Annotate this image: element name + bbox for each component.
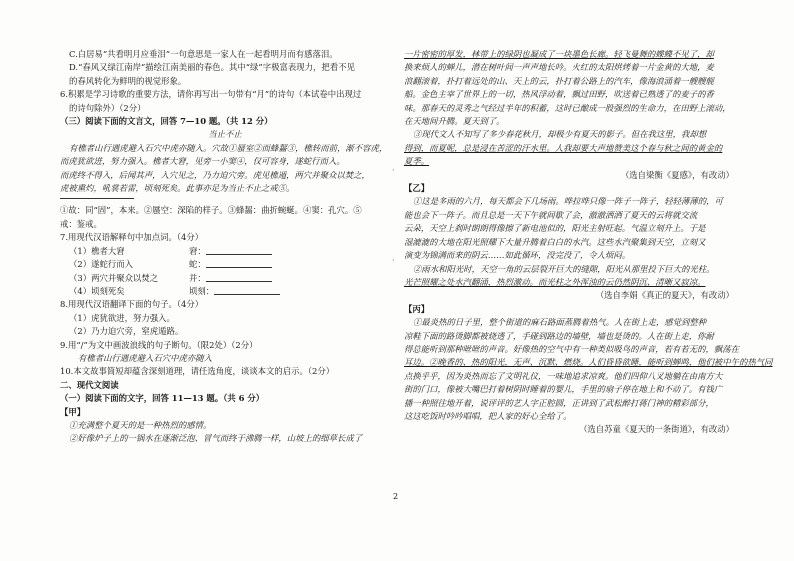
text-line: 的春风转化为鲜明的视觉形象。: [69, 75, 187, 86]
q7-key: 蛇：: [189, 259, 206, 270]
q10-title: 10.本文故事简短却蕴含深刻道理，请任选角度，谈谈本文的启示。（2分）: [60, 366, 335, 377]
q7-phrase: （4）顷刻死矣: [69, 285, 125, 296]
text-line: 一片密密的厚发，林带上的绿阴也凝成了一块墨色长廊。轻飞曼舞的蝶蝶不见了，却: [404, 49, 714, 59]
text-line: 夏季。: [404, 156, 430, 167]
answer-blank[interactable]: [206, 272, 272, 282]
section-two-title: 二、现代文阅读: [60, 379, 119, 390]
left-column: [60, 48, 390, 446]
q7-items: [60, 245, 390, 299]
jia-text-line: ①充满整个夏天的是一种热烈的感情。: [69, 419, 212, 430]
left-text-block: [60, 48, 390, 195]
text-line: ③现代文人不知写了多少春花秋月，却极少有夏天的影子。但在我这里，我却想: [413, 129, 707, 140]
text-line: 街的门口，像被大嘴巴打着树阴时睡着的婴儿，手里的扇子停在地上和不动了。有钱广: [404, 384, 723, 395]
q7-phrase: （2）遂蛇行而入: [69, 259, 133, 270]
text-line: 得到，而夏呢，总是浸在苦涩的汗水里。人我却要大声地赞美这个春与秋之间的黄金的: [404, 142, 723, 153]
text-line: （三）阅读下面的文言文，回答 7—10 题。（共 12 分）: [60, 116, 273, 127]
text-line: 船。金色主宰了世界上的一切，热风浮动着，飘过田野，吹送着已熟透了的麦子的香: [404, 89, 714, 100]
text-line: 这这吃饭时吟吟唱唱，把人家的好心全给了。: [404, 410, 572, 421]
text-line: 凉鞋下面的路烫脚都被烧透了，手碰到路边的墙壁，墙也是烫的。人在街上走，你耐: [404, 330, 714, 341]
text-line: （选自李娟《真正的夏天》，有改动）: [595, 290, 734, 301]
text-line: ①最炎热的日子里，整个街道的麻石路面蒸腾着热气。人在街上走，感觉到整种: [413, 317, 707, 328]
right-column: [404, 48, 773, 437]
q8-item-2: （2）乃力迫穴旁，窒虎遁路。: [69, 326, 184, 337]
text-line: 云朵，天空上刹时朗朗得像擦了新电池似的，阳光主射旺起。气温立刻升上。于是: [404, 223, 706, 234]
text-line: 当止不止: [208, 129, 242, 140]
text-line: 换来烦人的蝉儿，潜在树叶间一声声地长吟。火红的太阳烘烤着一片金黄的大地，麦: [404, 62, 714, 73]
q7-key: 顷刻：: [189, 285, 215, 296]
text-line: 湿漉漉的大地在阳光照耀下大量升腾着白白的水汽。这些水汽聚集到天空，立刻又: [404, 236, 706, 247]
q8-item-1: （1）虎犹欲进，努力强入。: [69, 312, 175, 323]
text-line: 而虎终不得入，后闻其声，入穴见之，乃力迫穴旁。虎见樵遁，两穴并聚众以焚之，: [60, 169, 370, 180]
text-line: 浪翻滚着，扑打着远处的山、天上的云，扑打着公路上的汽车，像海浪涌着一艘艘舰: [404, 75, 714, 86]
text-line: 耳边。②晚香的、热的阳光，无声、沉默、燃烧。人们昏昏欲睡，能听到蝉鸣，他们被中午的热气同: [404, 357, 773, 368]
answer-blank[interactable]: [206, 245, 272, 255]
q7-key: 窘：: [189, 245, 206, 256]
text-line: 能也会下一阵子。而且总是一天下午就间歇了会，澈澈洒洒了夏天的云将就交流: [404, 209, 698, 220]
q8-title: 8.用现代汉语翻译下面的句子。（4分）: [60, 299, 204, 310]
text-line: ②雨水和阳光时，天空一角的云层裂开巨大的缝隙，阳光从那里投下巨大的光柱。: [413, 263, 715, 274]
q7-item: [60, 272, 390, 285]
answer-blank[interactable]: [214, 285, 280, 295]
text-line: 虎被熏灼，吼裳若雷，顷刻死矣。此事亦足为当止不止之戒⑤。: [60, 183, 295, 194]
text-line: 味。那春天的灵秀之气经过半年的积蓄，这时已酿成一股强烈的生命力，在田野上滚动，: [404, 102, 731, 113]
section-two-sub: （一）阅读下面的文字，回答 11—13 题。（共 6 分）: [60, 393, 265, 404]
q9-title: 9.用“/”为文中画波浪线的句子断句。（限2处）（2分）: [60, 339, 258, 350]
note-line: ①故：同“固”，本来。②蜃空：深陷的样子。③蜂齧：曲折蜿蜒。④窦：孔穴。⑤: [60, 205, 362, 216]
q7-phrase: （1）樵者大窘: [69, 245, 125, 256]
text-line: ①这是多雨的六月，每天都会下几场雨。哗拉哗只像一阵子一阵子，轻轻薄薄的，可: [413, 196, 723, 207]
q9-sentence: 有樵者山行遇虎避入石穴中虎亦随入: [78, 352, 212, 363]
text-line: （选自梁衡《夏感》，有改动）: [620, 169, 734, 180]
text-line: 的诗句除外）（2分）: [69, 102, 146, 113]
center-dot-mark: ·: [392, 256, 395, 265]
right-text-block: [404, 48, 773, 437]
text-line: D.“春风又绿江南岸”描绘江南美丽的春色。其中“绿”字极富表现力，把看不见: [69, 62, 355, 73]
text-line: 演变为锦满而来的阴云……如此循环，没完没了，令人烦闷。: [404, 250, 631, 261]
text-line: 在天地间升腾。夏天到了。: [404, 116, 505, 127]
text-line: 【丙】: [404, 303, 430, 314]
q7-key: 并：: [189, 272, 206, 283]
text-line: 点换乎乎，因为炎热而忘了文明礼仪，一味地追求凉爽。他们四仰八叉地躺在由南方大: [404, 370, 723, 381]
page-number: 2: [393, 492, 399, 501]
jia-text-block: [60, 419, 390, 446]
text-line: C.白居易“共看明月应垂泪”一句意思是一家人在一起看明月而有感落泪。: [69, 49, 338, 59]
text-line: 得总能听到那种咝咝的声音。好像热的空气中有一种类似吸鸟的声音，若有若无的，飘荡在: [404, 343, 739, 354]
text-line: 而虎犹欲进，努力强入。樵者大窘，见旁一小窦④，仅可容身，遂蛇行而入。: [60, 156, 345, 167]
text-line: 有樵者山行遇虎避入石穴中虎亦随入。穴故①蜃室②而蜂齧③，樵转而前，渐不容虎，: [69, 142, 388, 153]
q7-item: [60, 245, 390, 258]
text-line: （选自苏童《夏天的一条街道》，有改动）: [579, 424, 734, 435]
jia-label: 【甲】: [60, 406, 86, 417]
text-line: 播一种照往地开着，说评评的艺人字正腔圆，正讲到了武松醉打蒋门神的精彩部分，: [404, 397, 714, 408]
q7-item: [60, 285, 390, 298]
jia-text-line: ②好像炉子上的一锅水在逐渐泛泡、冒气而终于沸腾一样，山坡上的细草长成了: [69, 433, 363, 444]
q7-title: 7.用现代汉语解释句中加点词。（4分）: [60, 232, 204, 243]
text-line: 【乙】: [404, 183, 430, 194]
text-line: 光芒照耀之处水汽翻涌，热烈激动。而光柱之外浑浊的云仍然阴沉、清晰又寂凉。: [404, 276, 706, 287]
q7-item: [60, 258, 390, 271]
center-dot-mark: ·: [392, 166, 395, 175]
answer-blank[interactable]: [206, 258, 272, 268]
notes-rule: [60, 198, 134, 199]
note-line: 戒：鉴戒。: [60, 218, 102, 229]
text-line: 6.积累是学习诗歌的重要方法，请你再写出一句带有“月”的诗句（本试卷中出现过: [60, 89, 362, 100]
q7-phrase: （3）两穴并聚众以焚之: [69, 272, 159, 283]
